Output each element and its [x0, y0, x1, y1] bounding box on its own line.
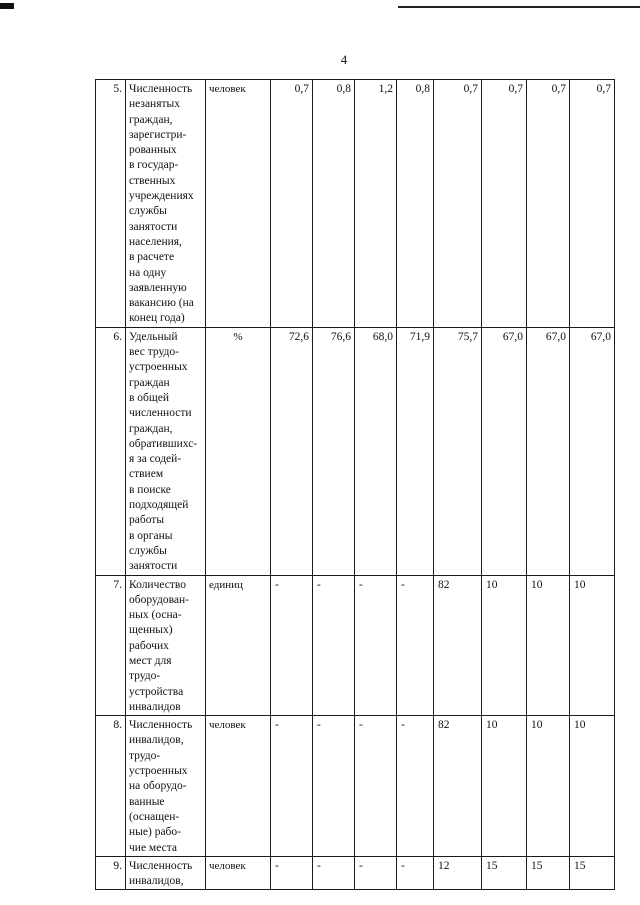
value-cell: 10 [482, 716, 527, 857]
header-rule [398, 6, 640, 8]
unit-cell: человек [206, 80, 271, 328]
row-number: 6. [96, 327, 126, 575]
value-cell: 0,8 [313, 80, 355, 328]
value-cell: - [355, 575, 397, 716]
value-cell: 0,7 [527, 80, 570, 328]
value-cell: 10 [570, 716, 615, 857]
value-cell: 67,0 [527, 327, 570, 575]
row-number: 8. [96, 716, 126, 857]
corner-mark [0, 3, 14, 9]
value-cell: 12 [434, 856, 482, 890]
table-row [96, 575, 615, 716]
value-cell: 0,8 [397, 80, 434, 328]
indicator-name: Численность инвалидов, трудо- устроенных на оборудо- ванные (оснащен- ные) рабо- чие места [126, 716, 206, 857]
value-cell: - [271, 716, 313, 857]
value-cell: 10 [527, 575, 570, 716]
table-row [96, 716, 615, 857]
value-cell: 82 [434, 716, 482, 857]
indicator-name: Численность инвалидов, [126, 856, 206, 890]
value-cell: - [271, 575, 313, 716]
value-cell: 15 [570, 856, 615, 890]
value-cell: 10 [527, 716, 570, 857]
value-cell: 68,0 [355, 327, 397, 575]
table-row [96, 856, 615, 890]
value-cell: 82 [434, 575, 482, 716]
page-number: 4 [340, 52, 348, 67]
value-cell: - [313, 856, 355, 890]
row-number: 7. [96, 575, 126, 716]
value-cell: 0,7 [482, 80, 527, 328]
value-cell: - [355, 716, 397, 857]
value-cell: 0,7 [434, 80, 482, 328]
row-number: 9. [96, 856, 126, 890]
value-cell: - [397, 716, 434, 857]
indicator-name: Количество оборудован- ных (осна- щенных) рабочих мест для трудо- устройства инвалидов [126, 575, 206, 716]
value-cell: - [313, 575, 355, 716]
value-cell: 72,6 [271, 327, 313, 575]
value-cell: - [397, 575, 434, 716]
value-cell: 10 [570, 575, 615, 716]
value-cell: 1,2 [355, 80, 397, 328]
value-cell: 15 [482, 856, 527, 890]
value-cell: 75,7 [434, 327, 482, 575]
value-cell: 67,0 [482, 327, 527, 575]
unit-cell: % [206, 327, 271, 575]
value-cell: 67,0 [570, 327, 615, 575]
value-cell: 0,7 [271, 80, 313, 328]
indicator-name: Удельный вес трудо- устроенных граждан в общей численности граждан, обратившихс- я за содей- ствием в поиске подходящей работы в органы службы занятости [126, 327, 206, 575]
value-cell: - [313, 716, 355, 857]
value-cell: - [355, 856, 397, 890]
value-cell: - [271, 856, 313, 890]
value-cell: 71,9 [397, 327, 434, 575]
value-cell: 0,7 [570, 80, 615, 328]
indicators-table [95, 79, 615, 890]
unit-cell: человек [206, 856, 271, 890]
row-number: 5. [96, 80, 126, 328]
value-cell: 15 [527, 856, 570, 890]
value-cell: - [397, 856, 434, 890]
table-row [96, 80, 615, 328]
indicator-name: Численность незанятых граждан, зарегистри- рованных в государ- ственных учреждениях службы занятости населения, в расчете на одну заявленную вакансию (на конец года) [126, 80, 206, 328]
unit-cell: единиц [206, 575, 271, 716]
value-cell: 76,6 [313, 327, 355, 575]
unit-cell: человек [206, 716, 271, 857]
table-row [96, 327, 615, 575]
value-cell: 10 [482, 575, 527, 716]
